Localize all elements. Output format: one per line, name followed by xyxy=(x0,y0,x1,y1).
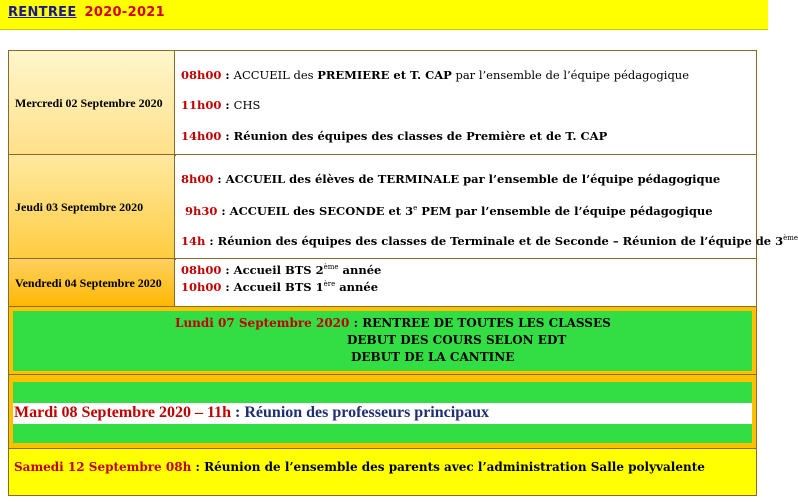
event-text: ACCUEIL des xyxy=(233,68,318,82)
green-band-bottom xyxy=(13,424,752,443)
event-time: 14h xyxy=(181,234,206,248)
event-bold: PEM par l’ensemble de l’équipe pédagogique xyxy=(417,204,713,218)
event-bold: ACCUEIL des élèves de TERMINALE par l’ensemble de l’équipe pédagogique xyxy=(225,172,721,186)
section-tuesday xyxy=(8,374,757,450)
banner-title xyxy=(8,5,165,20)
tuesday-date: Mardi 08 Septembre 2020 – 11h xyxy=(14,404,232,421)
event-bold: PREMIERE et T. CAP xyxy=(317,68,452,82)
monday-line-1 xyxy=(175,316,611,330)
event-line xyxy=(181,234,798,248)
events-friday xyxy=(176,259,756,307)
event-time: 08h00 xyxy=(181,263,222,277)
section-monday xyxy=(8,306,757,376)
saturday-date: Samedi 12 Septembre 08h xyxy=(14,460,192,474)
day-label: Vendredi 04 Septembre 2020 xyxy=(9,259,175,307)
event-sep: : xyxy=(221,129,234,143)
event-sep: : xyxy=(213,172,226,186)
event-line xyxy=(181,98,260,112)
events-thursday xyxy=(176,155,798,259)
event-line xyxy=(185,204,713,218)
saturday-text: Réunion de l’ensemble des parents avec l’administration Salle polyvalente xyxy=(204,460,705,474)
day-row-friday xyxy=(8,258,757,308)
event-bold: Accueil BTS 2 xyxy=(233,263,324,277)
banner-label: RENTREE xyxy=(8,5,77,20)
event-line xyxy=(181,129,607,143)
green-band-top xyxy=(13,382,752,403)
saturday-line xyxy=(14,460,705,474)
title-banner xyxy=(0,0,768,30)
event-sep: : xyxy=(221,263,234,277)
event-time: 9h30 xyxy=(185,204,218,218)
event-bold: ACCUEIL des SECONDE et 3 xyxy=(229,204,414,218)
day-label: Jeudi 03 Septembre 2020 xyxy=(9,155,175,259)
event-sup: ère xyxy=(323,280,336,289)
event-sep: : xyxy=(221,98,234,112)
event-time: 8h00 xyxy=(181,172,214,186)
event-bold: Réunion des équipes des classes de Terminale et de Seconde – Réunion de l’équipe de 3 xyxy=(217,234,784,248)
saturday-sep: : xyxy=(191,460,205,474)
event-sup: ème xyxy=(323,263,339,272)
day-row-wednesday xyxy=(8,50,757,156)
event-bold: année xyxy=(335,280,379,294)
monday-line-2: DEBUT DES COURS SELON EDT xyxy=(347,333,567,347)
tuesday-text: Réunion des professeurs principaux xyxy=(244,404,489,421)
event-time: 08h00 xyxy=(181,68,222,82)
day-row-thursday xyxy=(8,154,798,260)
section-saturday xyxy=(8,448,757,496)
banner-year: 2020-2021 xyxy=(84,5,165,20)
event-line xyxy=(181,68,689,82)
event-sup: e xyxy=(413,204,418,213)
tuesday-line xyxy=(14,404,489,422)
event-sep: : xyxy=(217,204,230,218)
event-sup: ème xyxy=(783,234,798,243)
monday-text: RENTREE DE TOUTES LES CLASSES xyxy=(362,316,611,330)
event-line xyxy=(181,172,720,186)
event-text: par l’ensemble de l’équipe pédagogique xyxy=(451,68,690,82)
monday-sep: : xyxy=(349,316,363,330)
event-bold: année xyxy=(338,263,382,277)
event-sep: : xyxy=(205,234,218,248)
event-sep: : xyxy=(221,280,234,294)
event-sep: : xyxy=(221,68,234,82)
tuesday-sep: : xyxy=(231,404,245,421)
event-text: CHS xyxy=(233,98,261,112)
monday-line-3: DEBUT DE LA CANTINE xyxy=(351,350,515,364)
event-time: 10h00 xyxy=(181,280,222,294)
event-bold: Réunion des équipes des classes de Première et de T. CAP xyxy=(233,129,608,143)
day-label: Mercredi 02 Septembre 2020 xyxy=(9,51,175,155)
monday-date: Lundi 07 Septembre 2020 xyxy=(175,316,350,330)
event-time: 14h00 xyxy=(181,129,222,143)
event-bold: Accueil BTS 1 xyxy=(233,280,324,294)
event-line xyxy=(181,263,381,277)
events-wednesday xyxy=(176,51,756,155)
event-time: 11h00 xyxy=(181,98,222,112)
event-line xyxy=(181,280,378,294)
